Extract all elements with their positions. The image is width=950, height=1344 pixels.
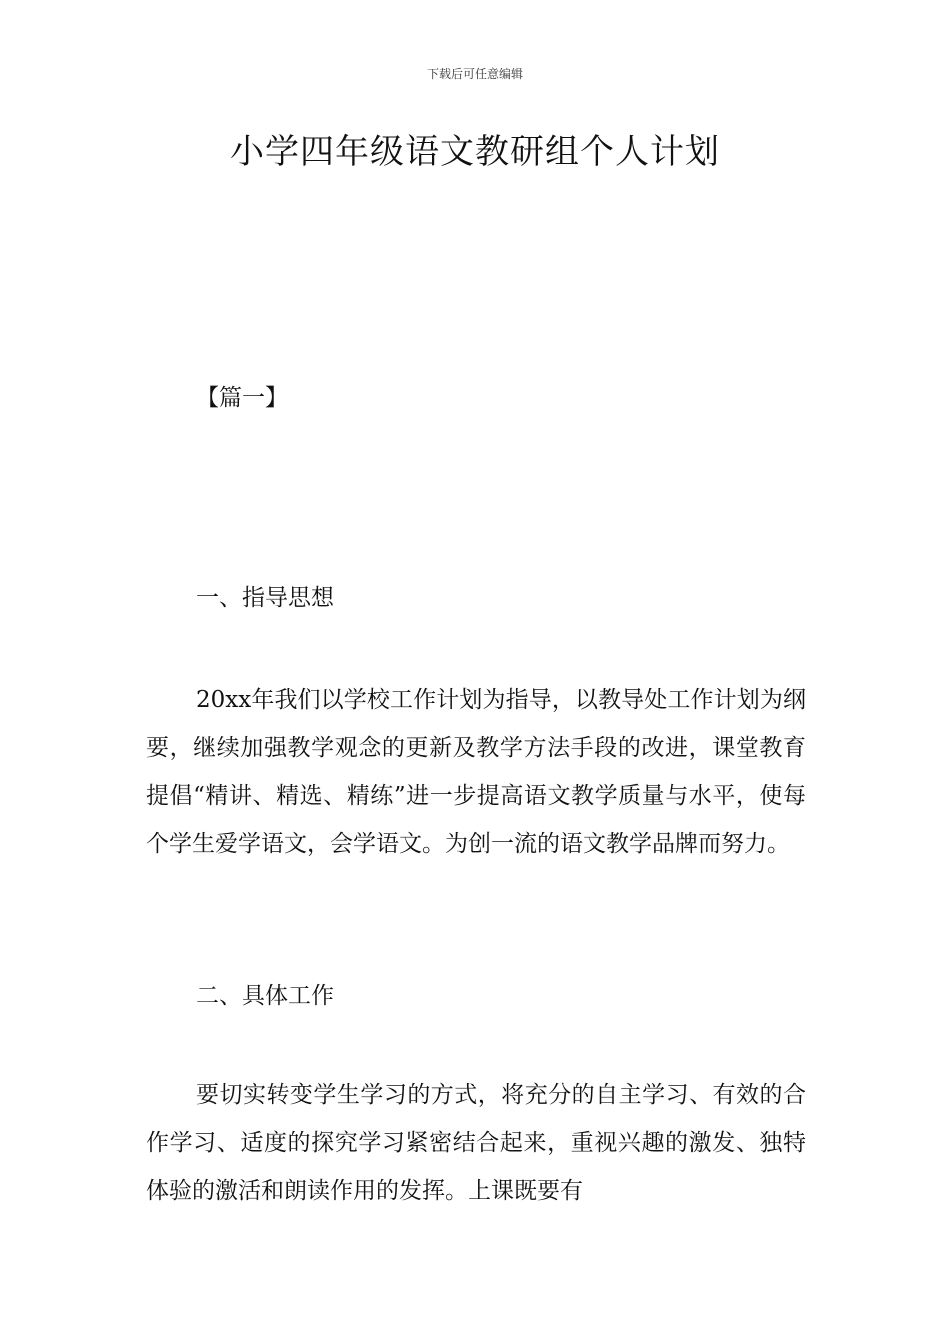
document-title: 小学四年级语文教研组个人计划 (230, 132, 720, 172)
section-paragraph-specific-work: 要切实转变学生学习的方式，将充分的自主学习、有效的合作学习、适度的探究学习紧密结合起来，重视兴趣的激发、独特体验的激活和朗读作用的发挥。上课既要有 (146, 1082, 806, 1204)
part-label: 【篇一】 (196, 385, 288, 411)
section-heading-guiding-thought: 一、指导思想 (196, 585, 334, 611)
section-heading-specific-work: 二、具体工作 (196, 983, 334, 1009)
page-header-note: 下载后可任意编辑 (426, 67, 523, 81)
section-paragraph-guiding-thought: 20xx年我们以学校工作计划为指导，以教导处工作计划为纲要，继续加强教学观念的更新及教学方法手段的改进，课堂教育提倡“精讲、精选、精练”进一步提高语文教学质量与水平，使每个学生爱学语文，会学语文。为创一流的语文教学品牌而努力。 (146, 687, 806, 857)
